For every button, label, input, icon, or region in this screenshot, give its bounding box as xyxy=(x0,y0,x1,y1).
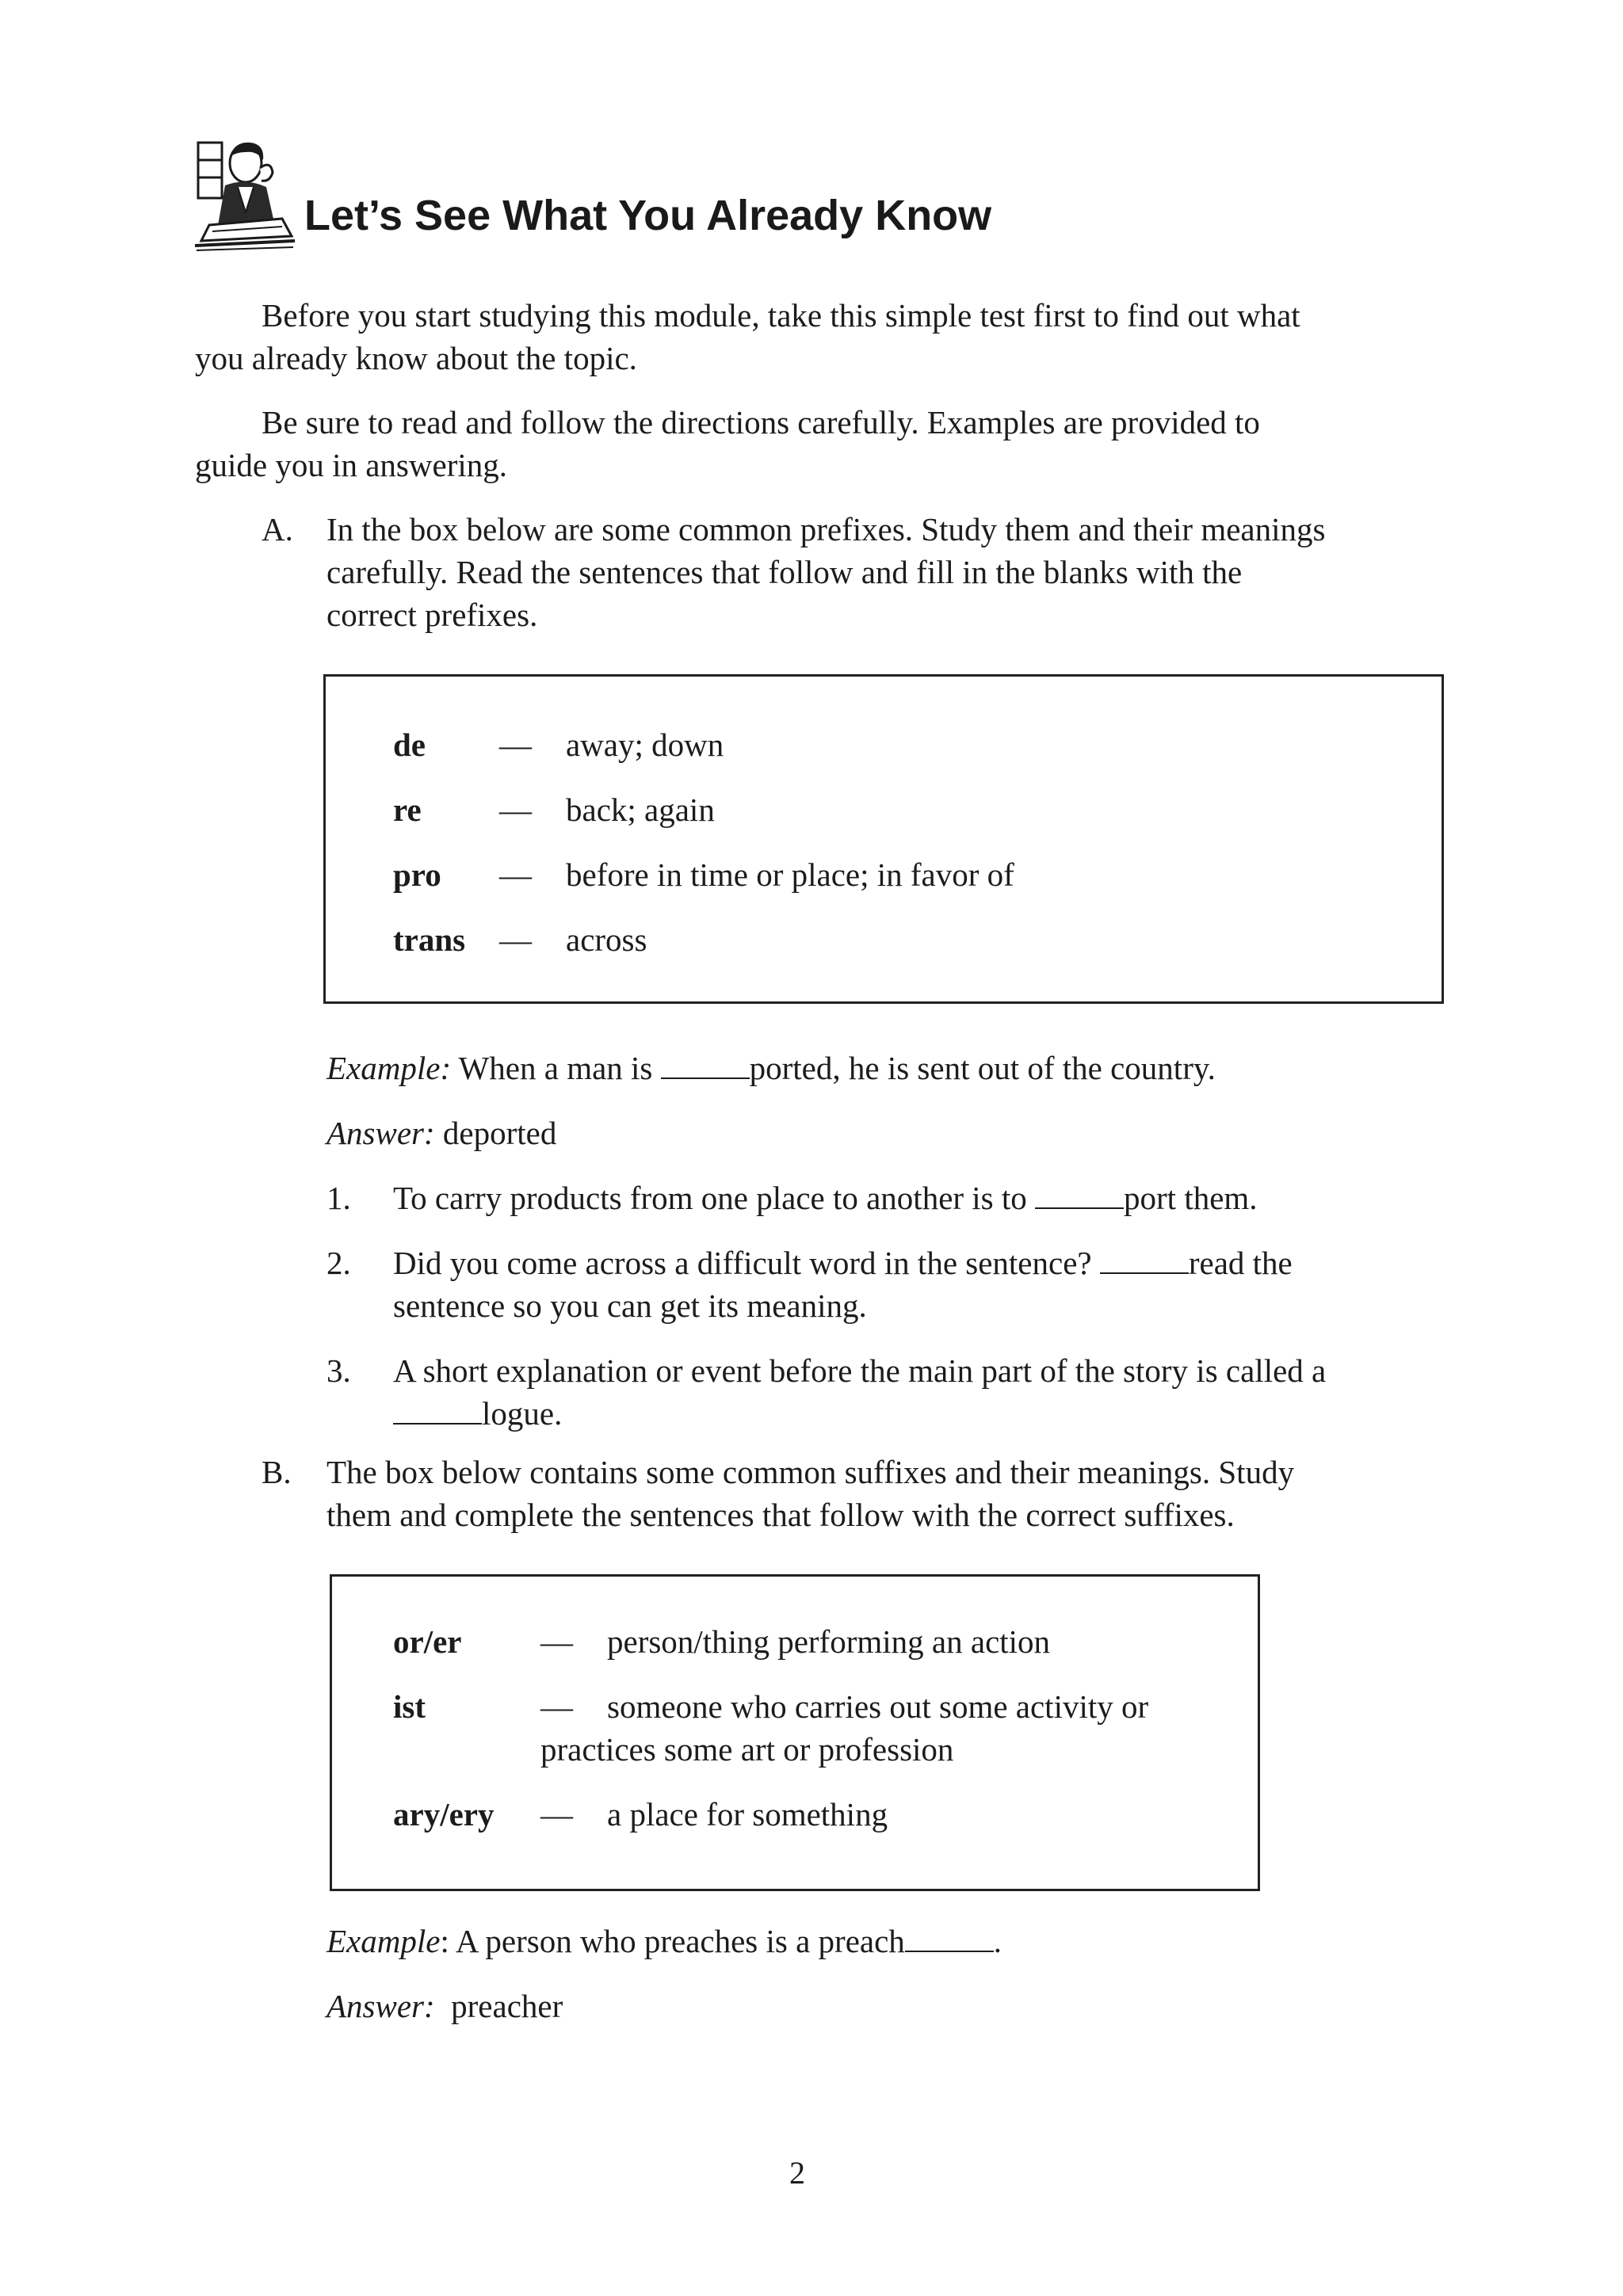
prefix-term: pro xyxy=(393,856,441,893)
fill-blank xyxy=(393,1396,482,1425)
suffix-term: ist xyxy=(393,1688,426,1725)
item-text: sentence so you can get its meaning. xyxy=(393,1287,867,1324)
example-text: : A person who preaches is a preach xyxy=(440,1923,905,1959)
fill-blank xyxy=(661,1051,750,1079)
student-reading-clipart-icon xyxy=(193,136,296,252)
fill-blank xyxy=(1035,1180,1124,1209)
section-b-instruction: them and complete the sentences that follow with the correct suffixes. xyxy=(327,1497,1235,1533)
suffix-meaning: someone who carries out some activity or xyxy=(607,1688,1149,1725)
fill-blank xyxy=(1100,1245,1189,1274)
section-b-instruction: The box below contains some common suffixes and their meanings. Study xyxy=(327,1454,1295,1490)
section-a-instruction: correct prefixes. xyxy=(327,597,538,633)
prefix-box xyxy=(323,674,1444,1004)
prefix-meaning: before in time or place; in favor of xyxy=(566,856,1014,893)
answer-a xyxy=(327,1112,556,1154)
section-heading: Let’s See What You Already Know xyxy=(304,192,992,239)
suffix-dash: — xyxy=(540,1688,573,1725)
item-number: 1. xyxy=(327,1180,351,1216)
item-number: 3. xyxy=(327,1352,351,1389)
suffix-meaning: person/thing performing an action xyxy=(607,1623,1051,1660)
prefix-meaning: across xyxy=(566,921,647,958)
section-a-label: A. xyxy=(262,511,293,547)
prefix-term: de xyxy=(393,727,426,763)
section-a-instruction: In the box below are some common prefixes. Study them and their meanings xyxy=(327,511,1326,547)
suffix-term: or/er xyxy=(393,1623,462,1660)
prefix-meaning: back; again xyxy=(566,791,715,828)
example-label: Example xyxy=(327,1923,441,1959)
section-b-label: B. xyxy=(262,1454,292,1490)
suffix-dash: — xyxy=(540,1623,573,1660)
prefix-dash: — xyxy=(499,856,532,893)
prefix-dash: — xyxy=(499,727,532,763)
answer-value: deported xyxy=(434,1115,557,1151)
prefix-meaning: away; down xyxy=(566,727,724,763)
prefix-dash: — xyxy=(499,921,532,958)
example-text: When a man is xyxy=(451,1050,661,1086)
answer-value: preacher xyxy=(434,1988,563,2024)
page-number: 2 xyxy=(789,2155,805,2191)
fill-blank xyxy=(905,1924,994,1952)
prefix-term: re xyxy=(393,791,422,828)
item-text: Did you come across a difficult word in the sentence? read the xyxy=(393,1245,1293,1281)
example-b xyxy=(327,1920,1002,1962)
intro-line: guide you in answering. xyxy=(195,447,507,483)
answer-label: Answer: xyxy=(327,1988,435,2024)
item-text: A short explanation or event before the main part of the story is called a xyxy=(393,1352,1327,1389)
suffix-meaning: practices some art or profession xyxy=(540,1731,954,1768)
example-text: ported, he is sent out of the country. xyxy=(749,1050,1216,1086)
answer-label: Answer: xyxy=(327,1115,435,1151)
item-text: logue. xyxy=(393,1392,562,1435)
item-text: To carry products from one place to another is to port them. xyxy=(393,1180,1258,1216)
example-text: . xyxy=(993,1923,1002,1959)
suffix-term: ary/ery xyxy=(393,1796,495,1833)
intro-line: Be sure to read and follow the directions carefully. Examples are provided to xyxy=(262,404,1260,441)
prefix-dash: — xyxy=(499,791,532,828)
answer-b xyxy=(327,1985,563,2027)
suffix-meaning: a place for something xyxy=(607,1796,888,1833)
intro-line: Before you start studying this module, take this simple test first to find out what xyxy=(262,297,1300,334)
prefix-term: trans xyxy=(393,921,466,958)
example-a xyxy=(327,1047,1216,1089)
suffix-dash: — xyxy=(540,1796,573,1833)
item-number: 2. xyxy=(327,1245,351,1281)
example-label: Example: xyxy=(327,1050,452,1086)
section-a-instruction: carefully. Read the sentences that follow and fill in the blanks with the xyxy=(327,554,1243,590)
intro-line: you already know about the topic. xyxy=(195,340,637,376)
